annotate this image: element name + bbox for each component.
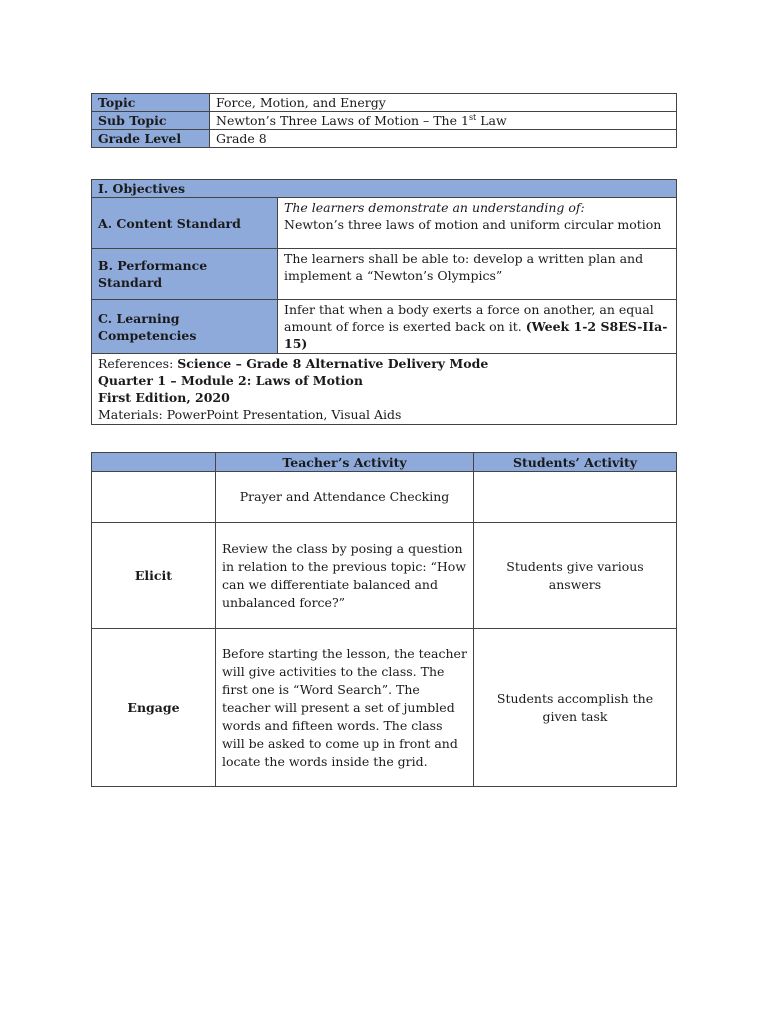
references-module: Quarter 1 – Module 2: Laws of Motion [98,373,363,388]
content-standard-text: Newton’s three laws of motion and uniform circular motion [284,217,662,232]
content-standard-value [278,198,677,249]
subtopic-superscript: st [468,112,477,122]
topic-label: Topic [92,94,210,112]
activities-header-row [92,453,677,472]
teacher-activity-cell: Prayer and Attendance Checking [216,472,474,523]
grade-label: Grade Level [92,130,210,148]
teacher-activity-cell: Review the class by posing a question in relation to the previous topic: “How can we differentiate balanced and unbalanced force?” [216,523,474,629]
table-row [92,523,677,629]
students-activity-cell: Students give various answers [474,523,677,629]
references-line-1 [98,355,670,372]
references-cell [92,354,677,425]
grade-value: Grade 8 [210,130,677,148]
topic-value: Force, Motion, and Energy [210,94,677,112]
performance-standard-row [92,249,677,300]
students-activity-cell [474,472,677,523]
references-materials: Materials: PowerPoint Presentation, Visual Aids [98,407,402,422]
subtopic-label: Sub Topic [92,112,210,130]
activities-table [91,452,677,787]
students-activity-cell: Students accomplish the given task [474,629,677,787]
students-activity-header: Students’ Activity [474,453,677,472]
references-prefix: References: [98,356,178,371]
learning-competencies-value [278,300,677,354]
learning-competencies-text: Infer that when a body exerts a force on another, an equal amount of force is exerted back on it. [284,302,654,334]
content-standard-intro: The learners demonstrate an understanding of: [284,200,585,215]
references-title: Science – Grade 8 Alternative Delivery Mode [177,356,489,371]
subtopic-text: Newton’s Three Laws of Motion – The 1 [216,113,469,128]
objectives-table [91,179,677,425]
table-row [92,629,677,787]
performance-standard-text: The learners shall be able to: develop a written plan and implement a “Newton’s Olympics” [278,249,677,300]
objectives-header-row [92,180,677,198]
learning-competencies-code: (Week 1-2 S8ES-IIa-15) [284,319,668,351]
content-standard-row [92,198,677,249]
objectives-header: I. Objectives [92,180,677,198]
phase-header [92,453,216,472]
subtopic-value [210,112,677,130]
references-row [92,354,677,425]
phase-cell-engage: Engage [92,629,216,787]
references-edition: First Edition, 2020 [98,390,230,405]
phase-cell-elicit: Elicit [92,523,216,629]
topic-info-table [91,93,677,148]
performance-standard-label: B. Performance Standard [92,249,278,300]
content-standard-label: A. Content Standard [92,198,278,249]
learning-competencies-row [92,300,677,354]
teacher-activity-header: Teacher’s Activity [216,453,474,472]
topic-row [92,94,677,112]
table-row [92,472,677,523]
subtopic-row [92,112,677,130]
teacher-activity-cell: Before starting the lesson, the teacher will give activities to the class. The first one is “Word Search”. The teacher will present a set of jumbled words and fifteen words. The class will be asked to come up in front and locate the words inside the grid. [216,629,474,787]
learning-competencies-label: C. Learning Competencies [92,300,278,354]
subtopic-text-end: Law [476,113,507,128]
grade-row [92,130,677,148]
phase-cell [92,472,216,523]
